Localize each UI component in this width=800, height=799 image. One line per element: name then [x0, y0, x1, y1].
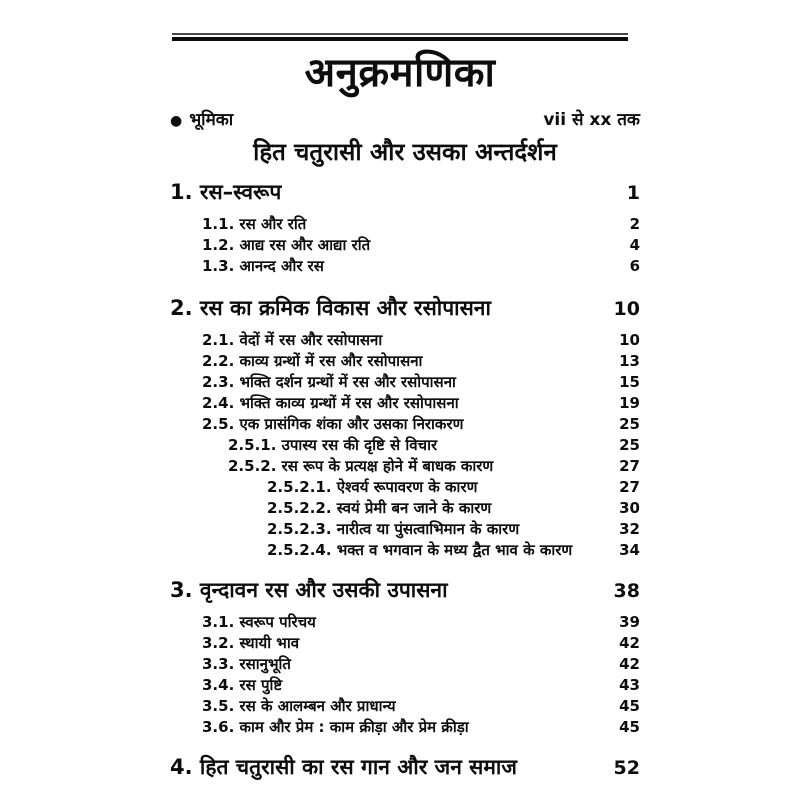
toc-entry-page: 25	[619, 415, 640, 433]
toc-entry-row	[170, 675, 640, 696]
toc-entry-label: 2.1. वेदों में रस और रसोपासना	[202, 331, 383, 349]
toc-entry-label: 3.1. स्वरूप परिचय	[202, 613, 316, 631]
header-rule-thin	[172, 33, 628, 35]
toc-section-row	[170, 177, 640, 208]
toc-entry-row	[170, 654, 640, 675]
toc-entry-label: 2.5.2.1. ऐश्वर्य रूपावरण के कारण	[267, 478, 478, 496]
toc-entry-row	[170, 256, 640, 277]
preface-page-range: vii से xx तक	[543, 110, 640, 130]
toc-entry-label: 2. रस का क्रमिक विकास और रसोपासना	[170, 296, 491, 320]
toc-entry-row	[170, 456, 640, 477]
toc-entry-label: 2.5.2.4. भक्त व भगवान के मध्य द्वैत भाव के कारण	[267, 541, 573, 559]
toc-entry-row	[170, 372, 640, 393]
toc-entry-row	[170, 519, 640, 540]
toc-entry-label: 2.5.2. रस रूप के प्रत्यक्ष होने में बाधक कारण	[228, 457, 494, 475]
toc-entry-label: 1.2. आद्य रस और आद्या रति	[202, 236, 371, 254]
toc-entry-page: 2	[629, 215, 640, 233]
toc-entry-page: 34	[619, 541, 640, 559]
preface-row	[170, 108, 640, 133]
toc-entry-label: 3.3. रसानुभूति	[202, 655, 291, 673]
toc-entry-label: 2.5. एक प्रासंगिक शंका और उसका निराकरण	[202, 415, 464, 433]
bullet-icon: ●	[170, 113, 183, 129]
toc-entry-row	[170, 696, 640, 717]
toc-entry-page: 15	[619, 373, 640, 391]
preface-left	[170, 108, 233, 133]
toc-section-row	[170, 575, 640, 606]
toc-entry-page: 30	[619, 499, 640, 517]
toc-entry-page: 39	[619, 613, 640, 631]
toc-section-row	[170, 293, 640, 324]
toc-list	[170, 177, 640, 783]
toc-entry-label: 3.4. रस पुष्टि	[202, 676, 283, 694]
toc-entry-page: 52	[613, 757, 640, 779]
toc-entry-page: 45	[619, 697, 640, 715]
toc-entry-page: 13	[619, 352, 640, 370]
toc-entry-page: 6	[629, 257, 640, 275]
toc-entry-row	[170, 717, 640, 738]
toc-entry-label: 4. हित चतुरासी का रस गान और जन समाज	[170, 755, 517, 779]
header-double-rule	[172, 33, 628, 41]
toc-entry-label: 2.3. भक्ति दर्शन ग्रन्थों में रस और रसोपासना	[202, 373, 456, 391]
toc-entry-row	[170, 540, 640, 561]
page-title: अनुक्रमणिका	[304, 50, 496, 96]
toc-entry-label: 2.4. भक्ति काव्य ग्रन्थों में रस और रसोपासना	[202, 394, 459, 412]
toc-entry-label: 1.3. आनन्द और रस	[202, 257, 324, 275]
toc-entry-page: 10	[619, 331, 640, 349]
toc-entry-page: 1	[626, 182, 640, 204]
preface-label: भूमिका	[189, 110, 234, 130]
toc-entry-label: 2.5.1. उपास्य रस की दृष्टि से विचार	[228, 436, 438, 454]
toc-entry-row	[170, 351, 640, 372]
toc-entry-page: 32	[619, 520, 640, 538]
toc-entry-page: 45	[619, 718, 640, 736]
header-rule-thick	[172, 37, 628, 41]
toc-entry-row	[170, 633, 640, 654]
toc-entry-label: 2.2. काव्य ग्रन्थों में रस और रसोपासना	[202, 352, 423, 370]
toc-entry-page: 4	[629, 236, 640, 254]
toc-entry-page: 42	[619, 655, 640, 673]
toc-entry-row	[170, 214, 640, 235]
toc-entry-label: 2.5.2.2. स्वयं प्रेमी बन जाने के कारण	[267, 499, 492, 517]
content-column	[0, 108, 800, 783]
toc-entry-row	[170, 435, 640, 456]
toc-entry-row	[170, 498, 640, 519]
toc-entry-page: 27	[619, 457, 640, 475]
toc-entry-label: 3.5. रस के आलम्बन और प्राधान्य	[202, 697, 396, 715]
toc-entry-page: 25	[619, 436, 640, 454]
toc-entry-label: 3. वृन्दावन रस और उसकी उपासना	[170, 578, 448, 602]
toc-section-row	[170, 752, 640, 783]
toc-entry-row	[170, 330, 640, 351]
toc-entry-row	[170, 235, 640, 256]
toc-entry-row	[170, 414, 640, 435]
toc-entry-page: 27	[619, 478, 640, 496]
toc-entry-page: 10	[613, 298, 640, 320]
toc-entry-page: 38	[613, 580, 640, 602]
toc-entry-row	[170, 477, 640, 498]
toc-entry-row	[170, 612, 640, 633]
toc-entry-label: 3.6. काम और प्रेम : काम क्रीड़ा और प्रेम क्रीड़ा	[202, 718, 469, 736]
toc-entry-label: 2.5.2.3. नारीत्व या पुंसत्वाभिमान के कारण	[267, 520, 520, 538]
toc-entry-row	[170, 393, 640, 414]
section-subtitle: हित चतुरासी और उसका अन्तर्दर्शन	[253, 138, 557, 166]
toc-entry-page: 42	[619, 634, 640, 652]
toc-entry-page: 43	[619, 676, 640, 694]
toc-entry-label: 3.2. स्थायी भाव	[202, 634, 300, 652]
toc-entry-label: 1.1. रस और रति	[202, 215, 307, 233]
toc-entry-label: 1. रस–स्वरूप	[170, 180, 282, 204]
toc-entry-page: 19	[619, 394, 640, 412]
